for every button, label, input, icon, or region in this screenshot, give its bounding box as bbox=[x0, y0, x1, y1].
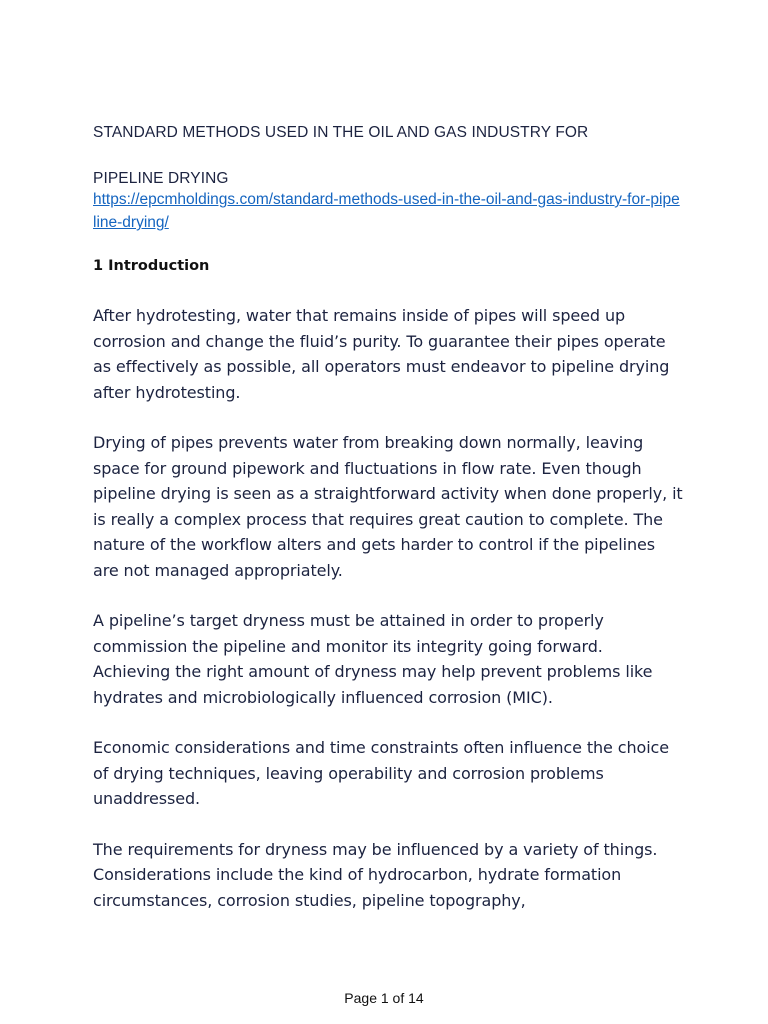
paragraph-2: Drying of pipes prevents water from breaking down normally, leaving space for ground pipework and fluctuations in flow rate. Even though pipeline drying is seen as a straightforward activity when done properly, it is really a complex process that requires great caution to complete. The nature of the workflow alters and gets harder to control if the pipelines are not managed appropriately. bbox=[93, 433, 683, 580]
page-number: Page 1 of 14 bbox=[344, 990, 424, 1006]
document-title-line-1: STANDARD METHODS USED IN THE OIL AND GAS INDUSTRY FOR bbox=[93, 124, 589, 141]
page-content bbox=[93, 120, 683, 913]
paragraph-5: The requirements for dryness may be influenced by a variety of things. Considerations include the kind of hydrocarbon, hydrate formation circumstances, corrosion studies, pipeline topography, bbox=[93, 839, 658, 910]
paragraph-4: Economic considerations and time constraints often influence the choice of drying techniques, leaving operability and corrosion problems unaddressed. bbox=[93, 738, 669, 808]
source-link[interactable]: https://epcmholdings.com/standard-methods-used-in-the-oil-and-gas-industry-for-pipeline-drying/ bbox=[93, 191, 680, 231]
paragraph-1: After hydrotesting, water that remains inside of pipes will speed up corrosion and change the fluid’s purity. To guarantee their pipes operate as effectively as possible, all operators must endeavor to pipeline drying after hydrotesting. bbox=[93, 306, 670, 402]
paragraph-3: A pipeline’s target dryness must be attained in order to properly commission the pipeline and monitor its integrity going forward. Achieving the right amount of dryness may help prevent problems like hydrates and microbiologically influenced corrosion (MIC). bbox=[93, 611, 653, 707]
section-heading: 1 Introduction bbox=[93, 258, 210, 274]
document-title-line-2: PIPELINE DRYING bbox=[93, 170, 229, 187]
